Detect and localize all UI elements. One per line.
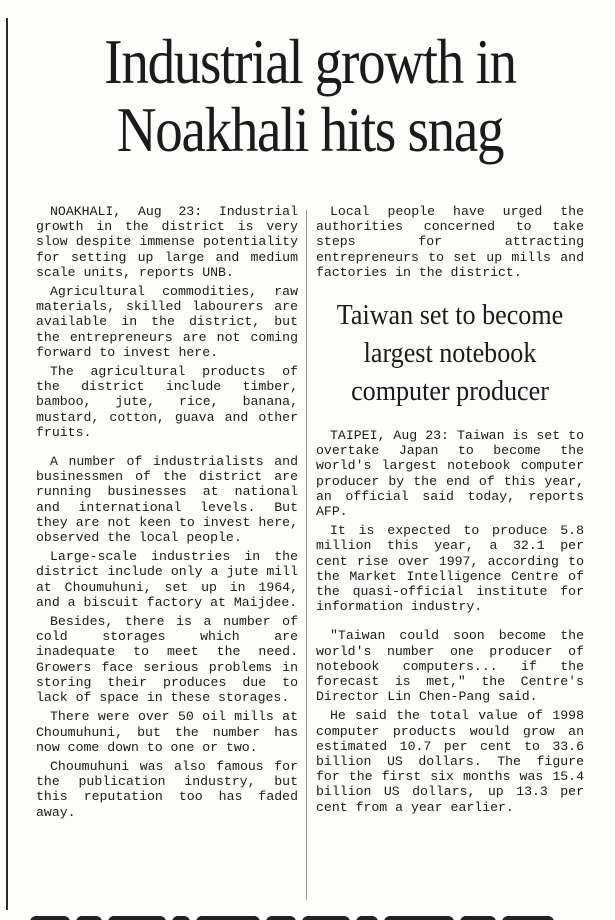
- article1-paragraph: Large-scale industries in the district include only a jute mill at Choumuhuni, set up in 1964, and a biscuit factory at Maijdee.: [36, 549, 298, 610]
- article1-paragraph: Choumuhuni was also famous for the publication industry, but this reputation too has faded away.: [36, 758, 298, 820]
- article2-paragraph: He said the total value of 1998 computer products would grow an estimated 10.7 per cent to 33.6 billion US dollars. The figure for the first six months was 15.4 billion US dollars, up 13.3 per cent from a year earlier.: [316, 708, 584, 815]
- left-border-rule: [6, 18, 8, 910]
- article2-headline: Taiwan set to become largest notebook computer producer: [336, 299, 564, 408]
- headline-line-1: Industrial growth in: [104, 26, 516, 97]
- article1-column-left: [36, 204, 298, 824]
- article1-paragraph: NOAKHALI, Aug 23: Industrial growth in the district is very slow despite immense potentiality for setting up large and medium scale units, reports UNB.: [36, 204, 298, 280]
- column-divider: [306, 210, 307, 900]
- article1-paragraph: Besides, there is a number of cold storages which are inadequate to meet the need. Growers face serious problems in storing their produces due to lack of space in these storages.: [36, 614, 298, 706]
- article2-paragraph: "Taiwan could soon become the world's number one producer of notebook computers... if the forecast is met," the Centre's Director Lin Chen-Pang said.: [316, 628, 584, 705]
- article1-paragraph: There were over 50 oil mills at Choumuhuni, but the number has now come down to one or two.: [36, 709, 298, 755]
- article2-paragraph: TAIPEI, Aug 23: Taiwan is set to overtake Japan to become the world's largest notebook computer producer by the end of this year, an official said today, reports AFP.: [316, 428, 584, 520]
- main-headline: [61, 28, 560, 164]
- article2-paragraph: It is expected to produce 5.8 million this year, a 32.1 per cent rise over 1997, according to the Market Intelligence Centre of the quasi-official institute for information industry.: [316, 523, 584, 615]
- article1-paragraph: The agricultural products of the district include timber, bamboo, jute, rice, banana, mustard, cotton, guava and other fruits.: [36, 364, 298, 440]
- article1-paragraph: Local people have urged the authorities concerned to take steps for attracting entrepreneurs to set up mills and factories in the district.: [316, 204, 584, 280]
- article1-paragraph: A number of industrialists and businessmen of the district are running businesses at national and international levels. But they are not keen to invest here, observed the local people.: [36, 454, 298, 546]
- cropped-next-headline-strip: [30, 908, 590, 920]
- headline-line-2: Noakhali hits snag: [116, 94, 504, 165]
- article1-paragraph: Agricultural commodities, raw materials, skilled labourers are available in the district, but the entrepreneurs are not coming forward to invest here.: [36, 284, 298, 360]
- right-column: [316, 204, 584, 819]
